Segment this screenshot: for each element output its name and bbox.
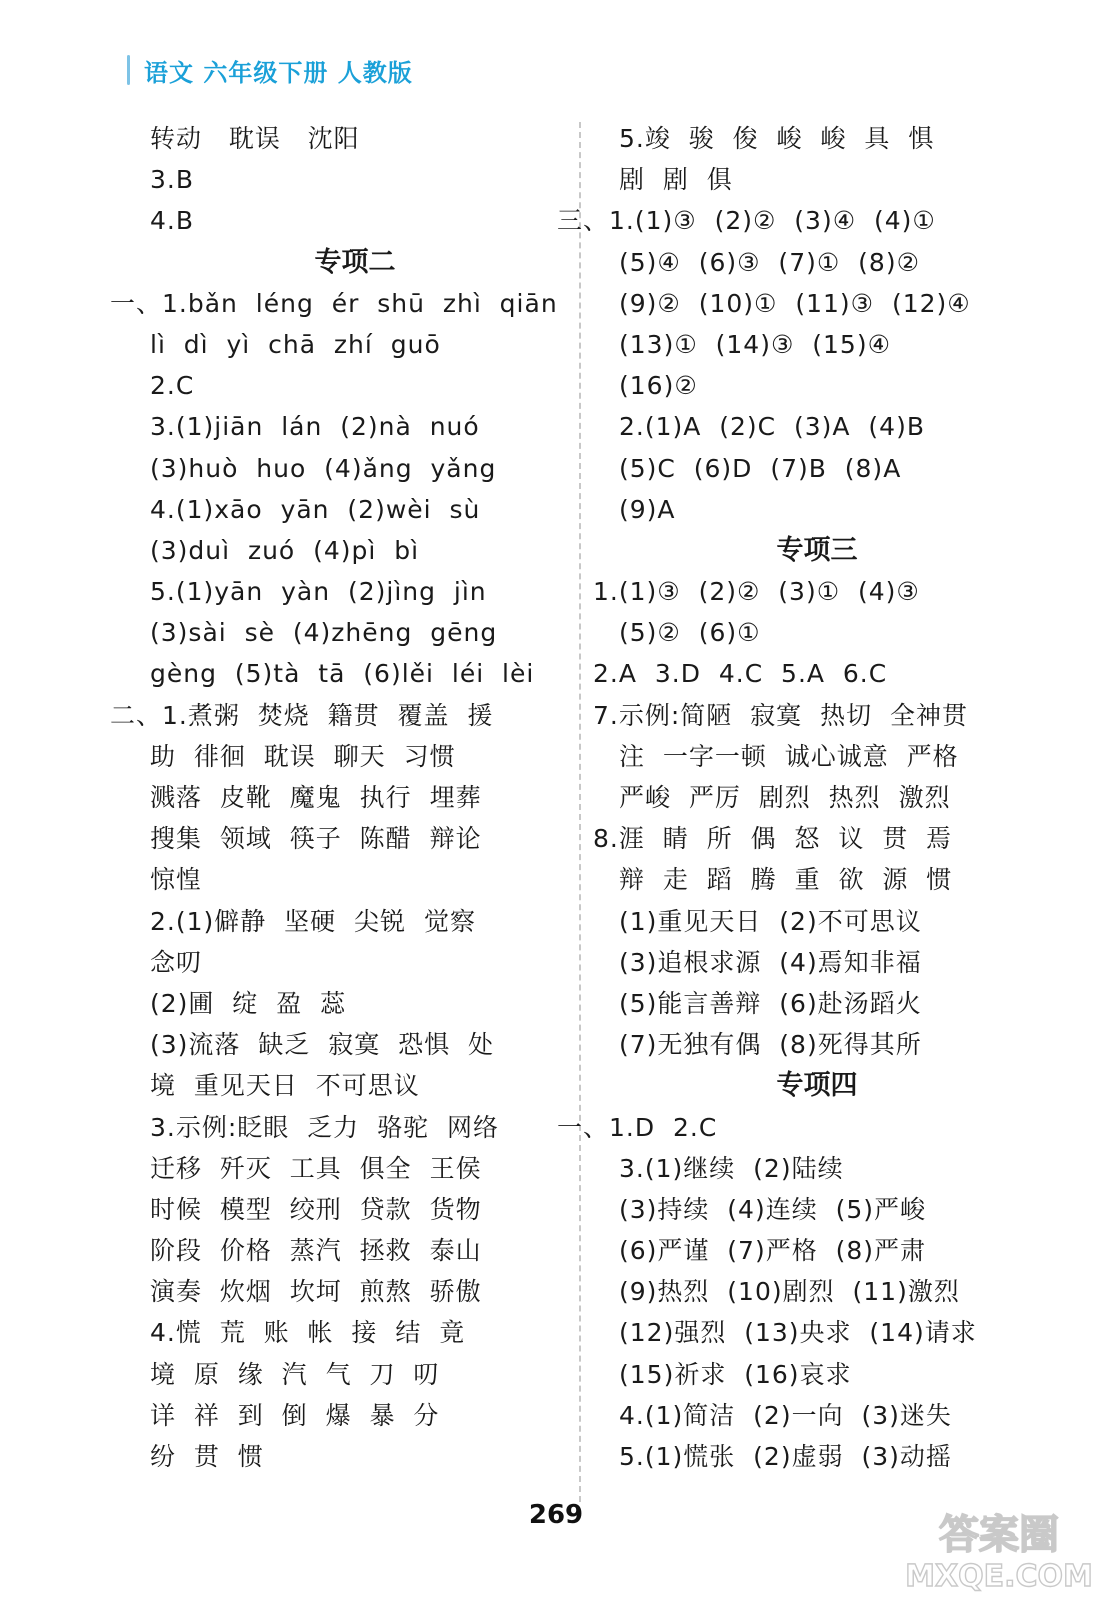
left-column — [110, 118, 570, 1477]
answer-line: 剧 剧 俱 — [619, 165, 733, 195]
answer-line: 2.(1)A (2)C (3)A (4)B — [619, 412, 925, 442]
answer-line: 念叨 — [150, 947, 203, 977]
answer-line: (3)huò huo (4)ǎng yǎng — [150, 453, 497, 483]
answer-line: 5.(1)慌张 (2)虚弱 (3)动摇 — [619, 1442, 952, 1471]
watermark-line1: 答案圈 — [939, 1512, 1059, 1558]
answer-line: 搜集 领域 筷子 陈醋 辩论 — [150, 824, 482, 854]
answer-line: 5.(1)yān yàn (2)jìng jìn — [150, 577, 487, 607]
right-column — [557, 118, 1057, 1477]
answer-line: 迁移 歼灭 工具 俱全 王侯 — [150, 1153, 482, 1183]
section-heading: 专项四 — [776, 1070, 858, 1102]
answer-line: 4.慌 荒 账 帐 接 结 竟 — [150, 1318, 466, 1348]
answer-line: 三、1.(1)③ (2)② (3)④ (4)① — [557, 206, 936, 236]
answer-line: (3)追根求源 (4)焉知非福 — [619, 947, 922, 977]
answer-line: (5)能言善辩 (6)赴汤蹈火 — [619, 988, 922, 1018]
section-heading: 专项三 — [776, 534, 858, 566]
answer-line: lì dì yì chā zhí guō — [150, 329, 441, 359]
answer-line: 4.B — [150, 206, 195, 236]
answer-line: 助 徘徊 耽误 聊天 习惯 — [150, 741, 456, 771]
answer-line: (3)duì zuó (4)pì bì — [150, 535, 420, 565]
answer-line: gèng (5)tà tā (6)lěi léi lèi — [150, 659, 535, 689]
answer-line: (15)祈求 (16)哀求 — [619, 1359, 852, 1389]
answer-line: 2.C — [150, 371, 195, 401]
header-title: 语文 六年级下册 人教版 — [144, 58, 413, 87]
answer-line: 3.(1)jiān lán (2)nà nuó — [150, 412, 480, 442]
answer-line: 2.(1)僻静 坚硬 尖锐 觉察 — [150, 906, 476, 936]
answer-line: 一、1.bǎn léng ér shū zhì qiān — [110, 288, 558, 318]
column-divider — [579, 122, 581, 1502]
answer-line: 惊惶 — [150, 865, 203, 895]
answer-line: 8.涯 睛 所 偶 怒 议 贯 焉 — [593, 824, 953, 854]
answer-line: (5)② (6)① — [619, 618, 761, 648]
page-header — [127, 50, 413, 90]
answer-line: 详 祥 到 倒 爆 暴 分 — [150, 1400, 440, 1430]
answer-line: (9)② (10)① (11)③ (12)④ — [619, 288, 971, 318]
answer-line: (9)A — [619, 494, 676, 524]
answer-line: 纷 贯 惯 — [150, 1442, 264, 1471]
answer-line: 2.A 3.D 4.C 5.A 6.C — [593, 659, 888, 689]
answer-line: (12)强烈 (13)央求 (14)请求 — [619, 1318, 977, 1348]
answer-line: 3.B — [150, 165, 195, 195]
answer-line: 境 原 缘 汽 气 刀 叨 — [150, 1359, 440, 1389]
answer-line: 阶段 价格 蒸汽 拯救 泰山 — [150, 1236, 482, 1266]
answer-line: (1)重见天日 (2)不可思议 — [619, 906, 922, 936]
header-accent-bar — [127, 55, 130, 85]
answer-line: 严峻 严厉 剧烈 热烈 激烈 — [619, 783, 951, 812]
answer-line: (6)严谨 (7)严格 (8)严肃 — [619, 1236, 927, 1266]
answer-line: 4.(1)简洁 (2)一向 (3)迷失 — [619, 1400, 952, 1430]
answer-line: 时候 模型 绞刑 贷款 货物 — [150, 1194, 482, 1224]
answer-line: 3.示例:眨眼 乏力 骆驼 网络 — [150, 1112, 499, 1142]
section-heading: 专项二 — [314, 246, 396, 278]
answer-line: 5.竣 骏 俊 峻 峻 具 惧 — [619, 124, 935, 153]
answer-line: 4.(1)xāo yān (2)wèi sù — [150, 494, 481, 524]
answer-line: (5)④ (6)③ (7)① (8)② — [619, 247, 920, 277]
answer-line: 注 一字一顿 诚心诚意 严格 — [619, 741, 959, 771]
answer-line: (9)热烈 (10)剧烈 (11)激烈 — [619, 1277, 960, 1307]
answer-line: 1.(1)③ (2)② (3)① (4)③ — [593, 577, 920, 607]
answer-line: (16)② — [619, 371, 698, 401]
answer-line: 3.(1)继续 (2)陆续 — [619, 1153, 844, 1183]
answer-line: (3)sài sè (4)zhēng gēng — [150, 618, 498, 648]
page-number: 269 — [528, 1500, 584, 1530]
watermark-line2: MXQE.COM — [905, 1559, 1093, 1594]
answer-line: 7.示例:简陋 寂寞 热切 全神贯 — [593, 700, 968, 730]
answer-line: (5)C (6)D (7)B (8)A — [619, 453, 902, 483]
watermark-logo — [904, 1506, 1094, 1594]
answer-line: (3)持续 (4)连续 (5)严峻 — [619, 1194, 927, 1224]
answer-line: (13)① (14)③ (15)④ — [619, 329, 891, 359]
answer-line: 辩 走 蹈 腾 重 欲 源 惯 — [619, 865, 953, 895]
answer-line: 一、1.D 2.C — [557, 1112, 718, 1142]
answer-line: (2)圃 绽 盈 蕊 — [150, 988, 347, 1018]
answer-line: 二、1.煮粥 焚烧 籍贯 覆盖 援 — [110, 700, 494, 730]
answer-line: 溅落 皮靴 魔鬼 执行 埋葬 — [150, 783, 482, 812]
answer-line: (7)无独有偶 (8)死得其所 — [619, 1030, 922, 1060]
answer-line: 境 重见天日 不可思议 — [150, 1071, 420, 1101]
answer-line: 转动 耽误 沈阳 — [150, 124, 360, 153]
answer-line: (3)流落 缺乏 寂寞 恐惧 处 — [150, 1030, 494, 1060]
answer-line: 演奏 炊烟 坎坷 煎熬 骄傲 — [150, 1277, 482, 1307]
